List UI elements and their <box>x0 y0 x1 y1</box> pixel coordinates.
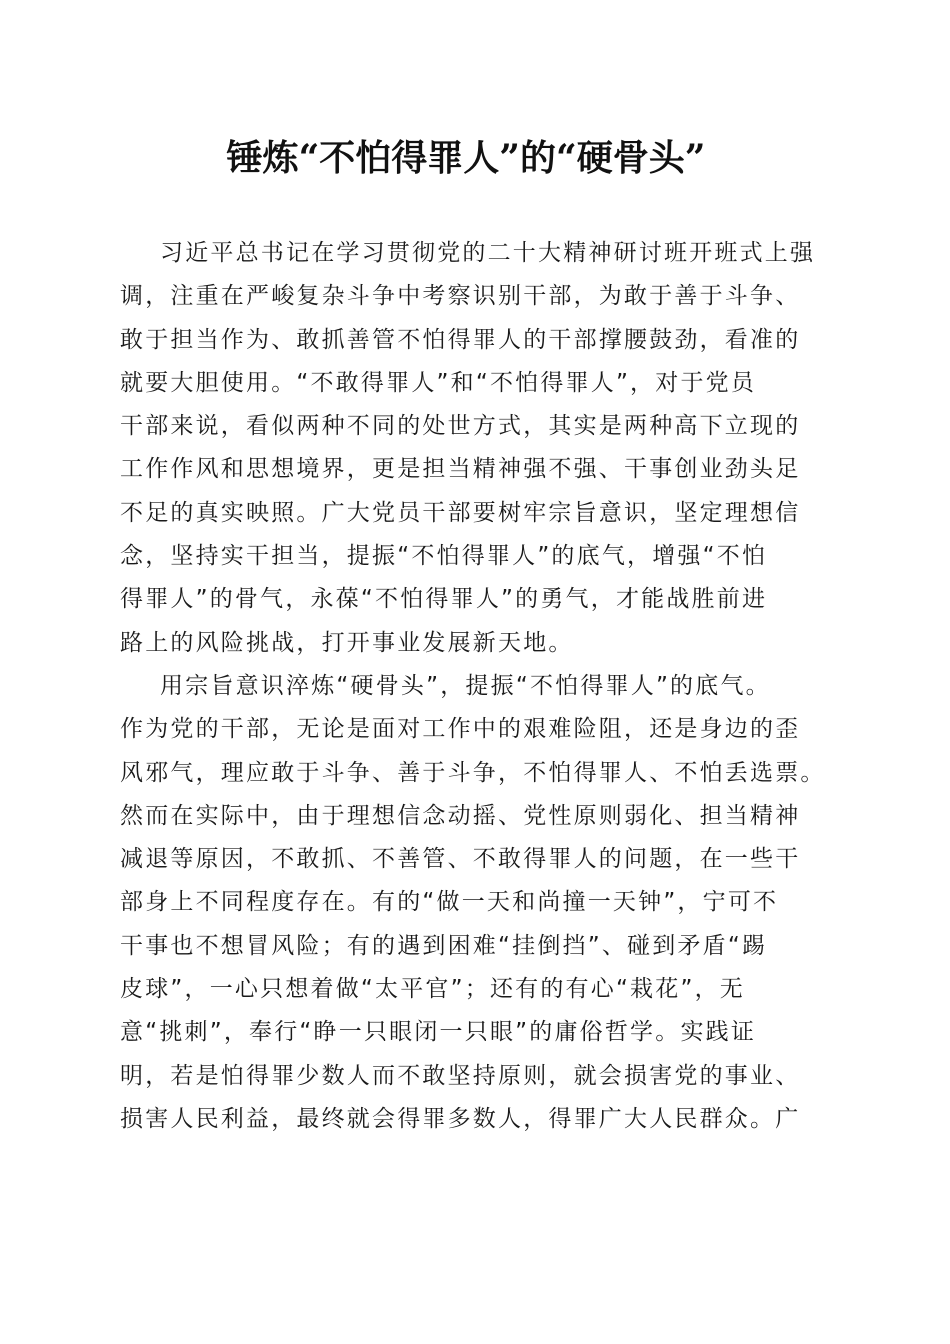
paragraph-2-line-6: 部身上不同程度存在。有的“做一天和尚撞一天钟”，宁可不 <box>120 889 779 916</box>
paragraph-1-line-1: 习近平总书记在学习贯彻党的二十大精神研讨班开班式上强 <box>160 240 816 266</box>
paragraph-1-line-7: 不足的真实映照。广大党员干部要树牢宗旨意识，坚定理想信 <box>120 499 801 526</box>
paragraph-1-line-10: 路上的风险挑战，打开事业发展新天地。 <box>120 629 574 656</box>
paragraph-1-line-3: 敢于担当作为、敢抓善管不怕得罪人的干部撑腰鼓劲，看准的 <box>120 326 801 353</box>
paragraph-2-line-11: 损害人民利益，最终就会得罪多数人，得罪广大人民群众。广 <box>120 1105 801 1132</box>
paragraph-2-line-5: 减退等原因，不敢抓、不善管、不敢得罪人的问题，在一些干 <box>120 846 801 873</box>
document-body <box>120 232 840 1141</box>
paragraph-2-line-4: 然而在实际中，由于理想信念动摇、党性原则弱化、担当精神 <box>120 802 801 829</box>
paragraph-1-line-4: 就要大胆使用。“不敢得罪人”和“不怕得罪人”，对于党员 <box>120 369 757 396</box>
document-title: 锤炼“不怕得罪人”的“硬骨头” <box>226 137 706 179</box>
paragraph-1-line-8: 念，坚持实干担当，提振“不怕得罪人”的底气，增强“不怕 <box>120 543 768 570</box>
paragraph-1-line-2: 调，注重在严峻复杂斗争中考察识别干部，为敢于善于斗争、 <box>120 283 801 310</box>
paragraph-2-line-1: 用宗旨意识淬炼“硬骨头”，提振“不怕得罪人”的底气。 <box>160 672 771 699</box>
paragraph-2-line-3: 风邪气，理应敢于斗争、善于斗争，不怕得罪人、不怕丢选票。 <box>120 759 826 786</box>
paragraph-1-line-9: 得罪人”的骨气，永葆“不怕得罪人”的勇气，才能战胜前进 <box>120 586 768 613</box>
paragraph-2-line-7: 干事也不想冒风险；有的遇到困难“挂倒挡”、碰到矛盾“踢 <box>120 932 768 959</box>
paragraph-2-line-2: 作为党的干部，无论是面对工作中的艰难险阻，还是身边的歪 <box>120 716 801 743</box>
paragraph-1-line-5: 干部来说，看似两种不同的处世方式，其实是两种高下立现的 <box>120 413 801 440</box>
paragraph-2-line-8: 皮球”，一心只想着做“太平官”；还有的有心“栽花”，无 <box>120 976 745 1003</box>
paragraph-1-line-6: 工作作风和思想境界，更是担当精神强不强、干事创业劲头足 <box>120 456 801 483</box>
paragraph-2-line-9: 意“挑刺”，奉行“睁一只眼闭一只眼”的庸俗哲学。实践证 <box>120 1019 757 1046</box>
paragraph-2-line-10: 明，若是怕得罪少数人而不敢坚持原则，就会损害党的事业、 <box>120 1062 801 1089</box>
